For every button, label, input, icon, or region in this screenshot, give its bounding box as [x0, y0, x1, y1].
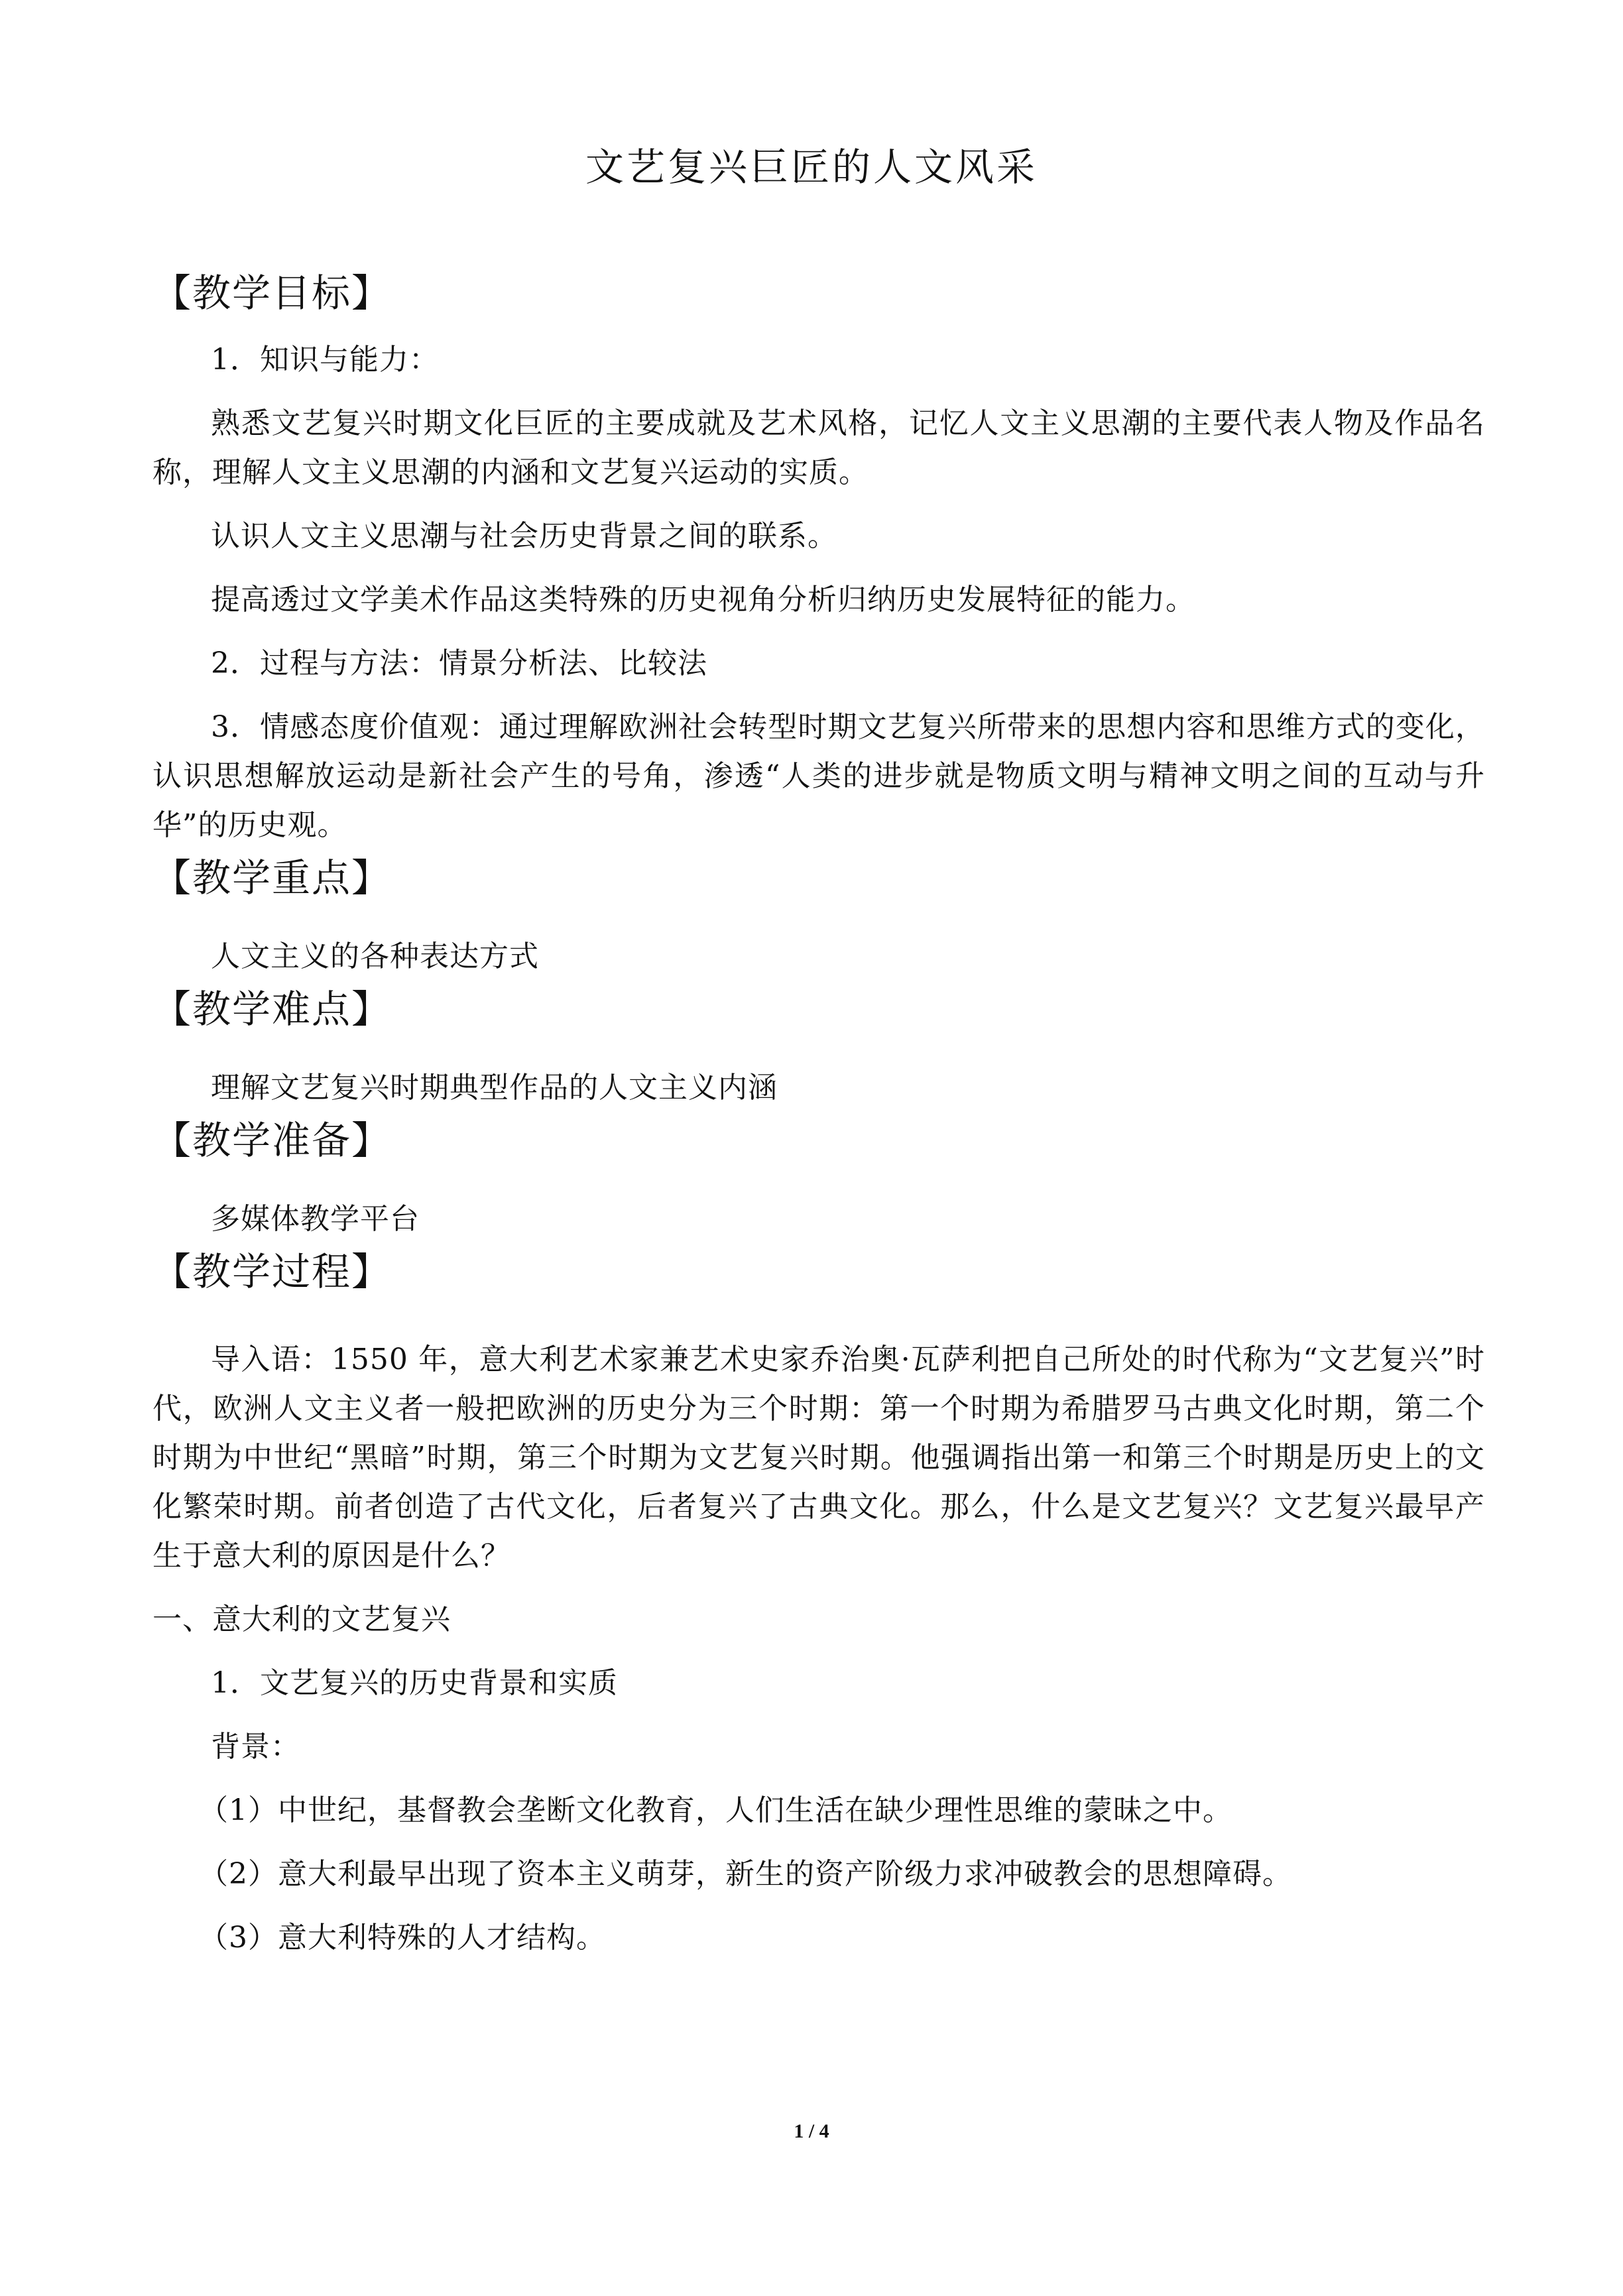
objectives-item-2: 2．过程与方法：情景分析法、比较法	[211, 646, 707, 680]
process-part-1: 一、意大利的文艺复兴	[152, 1602, 451, 1636]
page-number: 1 / 4	[794, 2120, 829, 2142]
heading-key-points: 【教学重点】	[152, 855, 392, 900]
objectives-item-3: 3．情感态度价值观：通过理解欧洲社会转型时期文艺复兴所带来的思想内容和思维方式的变化，认识思想解放运动是新社会产生的号角，渗透“人类的进步就是物质文明与精神文明之间的互动与升华”的历史观。	[152, 710, 1485, 842]
key-points-text: 人文主义的各种表达方式	[211, 939, 539, 973]
process-background-2: （2）意大利最早出现了资本主义萌芽，新生的资产阶级力求冲破教会的思想障碍。	[199, 1857, 1292, 1891]
heading-objectives: 【教学目标】	[152, 271, 392, 316]
objectives-paragraph-1: 熟悉文艺复兴时期文化巨匠的主要成就及艺术风格，记忆人文主义思潮的主要代表人物及作品名称，理解人文主义思潮的内涵和文艺复兴运动的实质。	[152, 406, 1485, 489]
process-background-3: （3）意大利特殊的人才结构。	[199, 1921, 606, 1955]
document-body	[152, 265, 1485, 1963]
heading-preparation: 【教学准备】	[152, 1118, 392, 1163]
process-background-label: 背景：	[211, 1730, 300, 1764]
objectives-paragraph-3: 提高透过文学美术作品这类特殊的历史视角分析归纳历史发展特征的能力。	[211, 583, 1195, 617]
objectives-item-1: 1．知识与能力：	[211, 343, 439, 377]
process-sub-1: 1．文艺复兴的历史背景和实质	[211, 1666, 618, 1700]
heading-difficulties: 【教学难点】	[152, 987, 392, 1032]
heading-process: 【教学过程】	[152, 1249, 392, 1294]
process-intro: 导入语：1550 年，意大利艺术家兼艺术史家乔治奥·瓦萨利把自己所处的时代称为“文艺复兴”时代，欧洲人文主义者一般把欧洲的历史分为三个时期：第一个时期为希腊罗马古典文化时期，第二个时期为中世纪“黑暗”时期，第三个时期为文艺复兴时期。他强调指出第一和第三个时期是历史上的文化繁荣时期。前者创造了古代文化，后者复兴了古典文化。那么，什么是文艺复兴？文艺复兴最早产生于意大利的原因是什么？	[152, 1343, 1485, 1573]
process-background-1: （1）中世纪，基督教会垄断文化教育，人们生活在缺少理性思维的蒙昧之中。	[199, 1793, 1232, 1827]
preparation-text: 多媒体教学平台	[211, 1202, 420, 1236]
document-title: 文艺复兴巨匠的人文风采	[585, 145, 1038, 190]
objectives-paragraph-2: 认识人文主义思潮与社会历史背景之间的联系。	[211, 519, 837, 553]
difficulties-text: 理解文艺复兴时期典型作品的人文主义内涵	[211, 1071, 778, 1105]
